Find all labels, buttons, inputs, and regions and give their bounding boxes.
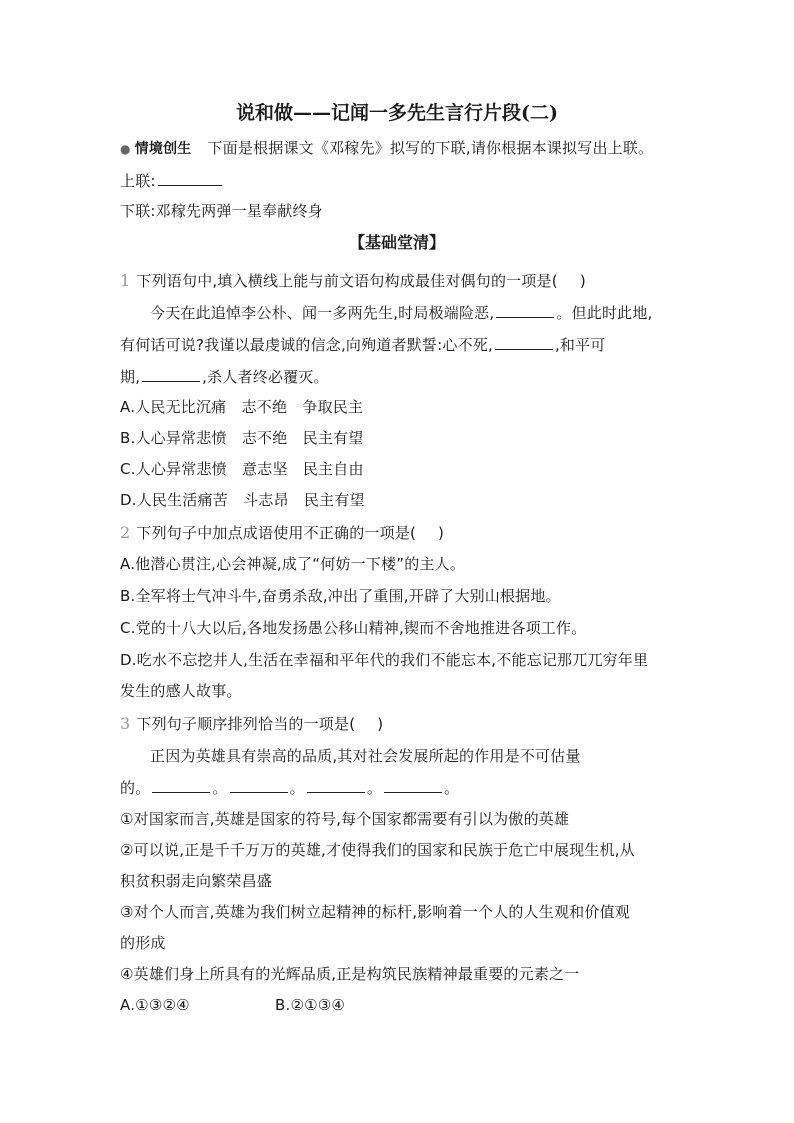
answer-blank[interactable] bbox=[384, 778, 442, 793]
q3-item-4: ④英雄们身上所具有的光辉品质,正是构筑民族精神最重要的元素之一 bbox=[120, 965, 580, 983]
q1-option-d: D.人民生活痛苦 斗志昂 民主有望 bbox=[120, 491, 365, 509]
q2-option-d-cont: 发生的感人故事。 bbox=[120, 682, 242, 700]
q1-stem-end: ) bbox=[579, 272, 586, 290]
q3-option-b: B.②①③④ bbox=[275, 996, 346, 1014]
passage-text: 今天在此追悼李公朴、闻一多两先生,时局极端险恶, bbox=[150, 304, 495, 322]
q2-option-b: B.全军将士气冲斗牛,奋勇杀敌,冲出了重围,开辟了大别山根据地。 bbox=[120, 587, 561, 605]
passage-text: 。但此时此地, bbox=[556, 304, 653, 322]
answer-blank[interactable] bbox=[230, 778, 288, 793]
q2-option-c: C.党的十八大以后,各地发扬愚公移山精神,锲而不舍地推进各项工作。 bbox=[120, 619, 587, 637]
upper-couplet-line bbox=[120, 170, 224, 192]
q1-option-b: B.人心异常悲愤 志不绝 民主有望 bbox=[120, 429, 364, 447]
q3-item-1: ①对国家而言,英雄是国家的符号,每个国家都需要有引以为傲的英雄 bbox=[120, 810, 570, 828]
q3-intro: 正因为英雄具有崇高的品质,其对社会发展所起的作用是不可估量 bbox=[150, 747, 581, 765]
q3-item-2-cont: 积贫积弱走向繁荣昌盛 bbox=[120, 872, 273, 890]
answer-blank[interactable] bbox=[142, 367, 200, 382]
q1-passage-line-3 bbox=[120, 366, 329, 388]
q2-stem-line bbox=[120, 522, 444, 544]
page-title: 说和做——记闻一多先生言行片段(二) bbox=[236, 102, 558, 124]
q3-blanks-line bbox=[120, 777, 459, 799]
q1-stem-line bbox=[120, 270, 586, 292]
answer-blank[interactable] bbox=[496, 303, 554, 318]
lightbulb-icon: ● bbox=[120, 142, 131, 156]
q2-stem: 下列句子中加点成语使用不正确的一项是( bbox=[136, 524, 417, 542]
upper-couplet-label: 上联: bbox=[120, 172, 156, 190]
q1-passage-line-1 bbox=[150, 302, 653, 324]
question-number: 3 bbox=[120, 714, 131, 733]
q3-item-2: ②可以说,正是千千万万的英雄,才使得我们的国家和民族于危亡中展现生机,从 bbox=[120, 841, 635, 859]
situation-prompt-line bbox=[120, 137, 653, 160]
lower-couplet: 下联:邓稼先两弹一星奉献终身 bbox=[120, 202, 323, 220]
q3-option-a: A.①③②④ bbox=[120, 996, 190, 1014]
question-number: 1 bbox=[120, 271, 131, 290]
answer-blank[interactable] bbox=[495, 335, 553, 350]
passage-text: 期, bbox=[120, 368, 141, 386]
q3-item-3: ③对个人而言,英雄为我们树立起精神的标杆,影响着一个人的人生观和价值观 bbox=[120, 903, 630, 921]
situation-badge: 情境创生 bbox=[134, 141, 192, 157]
passage-text: ,杀人者终必覆灭。 bbox=[202, 368, 329, 386]
q2-option-d: D.吃水不忘挖井人,生活在幸福和平年代的我们不能忘本,不能忘记那兀兀穷年里 bbox=[120, 651, 649, 669]
q1-option-c: C.人心异常悲愤 意志坚 民主自由 bbox=[120, 460, 364, 478]
q3-stem-end: ) bbox=[377, 715, 384, 733]
question-number: 2 bbox=[120, 523, 131, 542]
answer-blank[interactable] bbox=[307, 778, 365, 793]
q1-stem: 下列语句中,填入横线上能与前文语句构成最佳对偶句的一项是( bbox=[136, 272, 558, 290]
q2-option-a: A.他潜心贯注,心会神凝,成了“何妨一下楼”的主人。 bbox=[120, 555, 466, 573]
situation-prompt: 下面是根据课文《邓稼先》拟写的下联,请你根据本课拟写出上联。 bbox=[207, 139, 654, 157]
passage-text: 有何话可说?我谨以最虔诚的信念,向殉道者默誓:心不死, bbox=[120, 336, 493, 354]
q3-stem: 下列句子顺序排列恰当的一项是( bbox=[136, 715, 356, 733]
q3-intro-end: 的。 bbox=[120, 779, 151, 797]
q2-stem-end: ) bbox=[438, 524, 445, 542]
separator: 。 bbox=[212, 779, 228, 797]
passage-text: ,和平可 bbox=[554, 336, 606, 354]
section-title: 【基础堂清】 bbox=[348, 233, 445, 252]
q3-item-3-cont: 的形成 bbox=[120, 934, 166, 952]
separator: 。 bbox=[289, 779, 305, 797]
answer-blank[interactable] bbox=[152, 778, 210, 793]
separator: 。 bbox=[444, 779, 460, 797]
q1-option-a: A.人民无比沉痛 志不绝 争取民主 bbox=[120, 398, 364, 416]
q3-stem-line bbox=[120, 713, 383, 735]
separator: 。 bbox=[366, 779, 383, 797]
answer-blank[interactable] bbox=[158, 171, 222, 186]
q1-passage-line-2 bbox=[120, 334, 606, 356]
